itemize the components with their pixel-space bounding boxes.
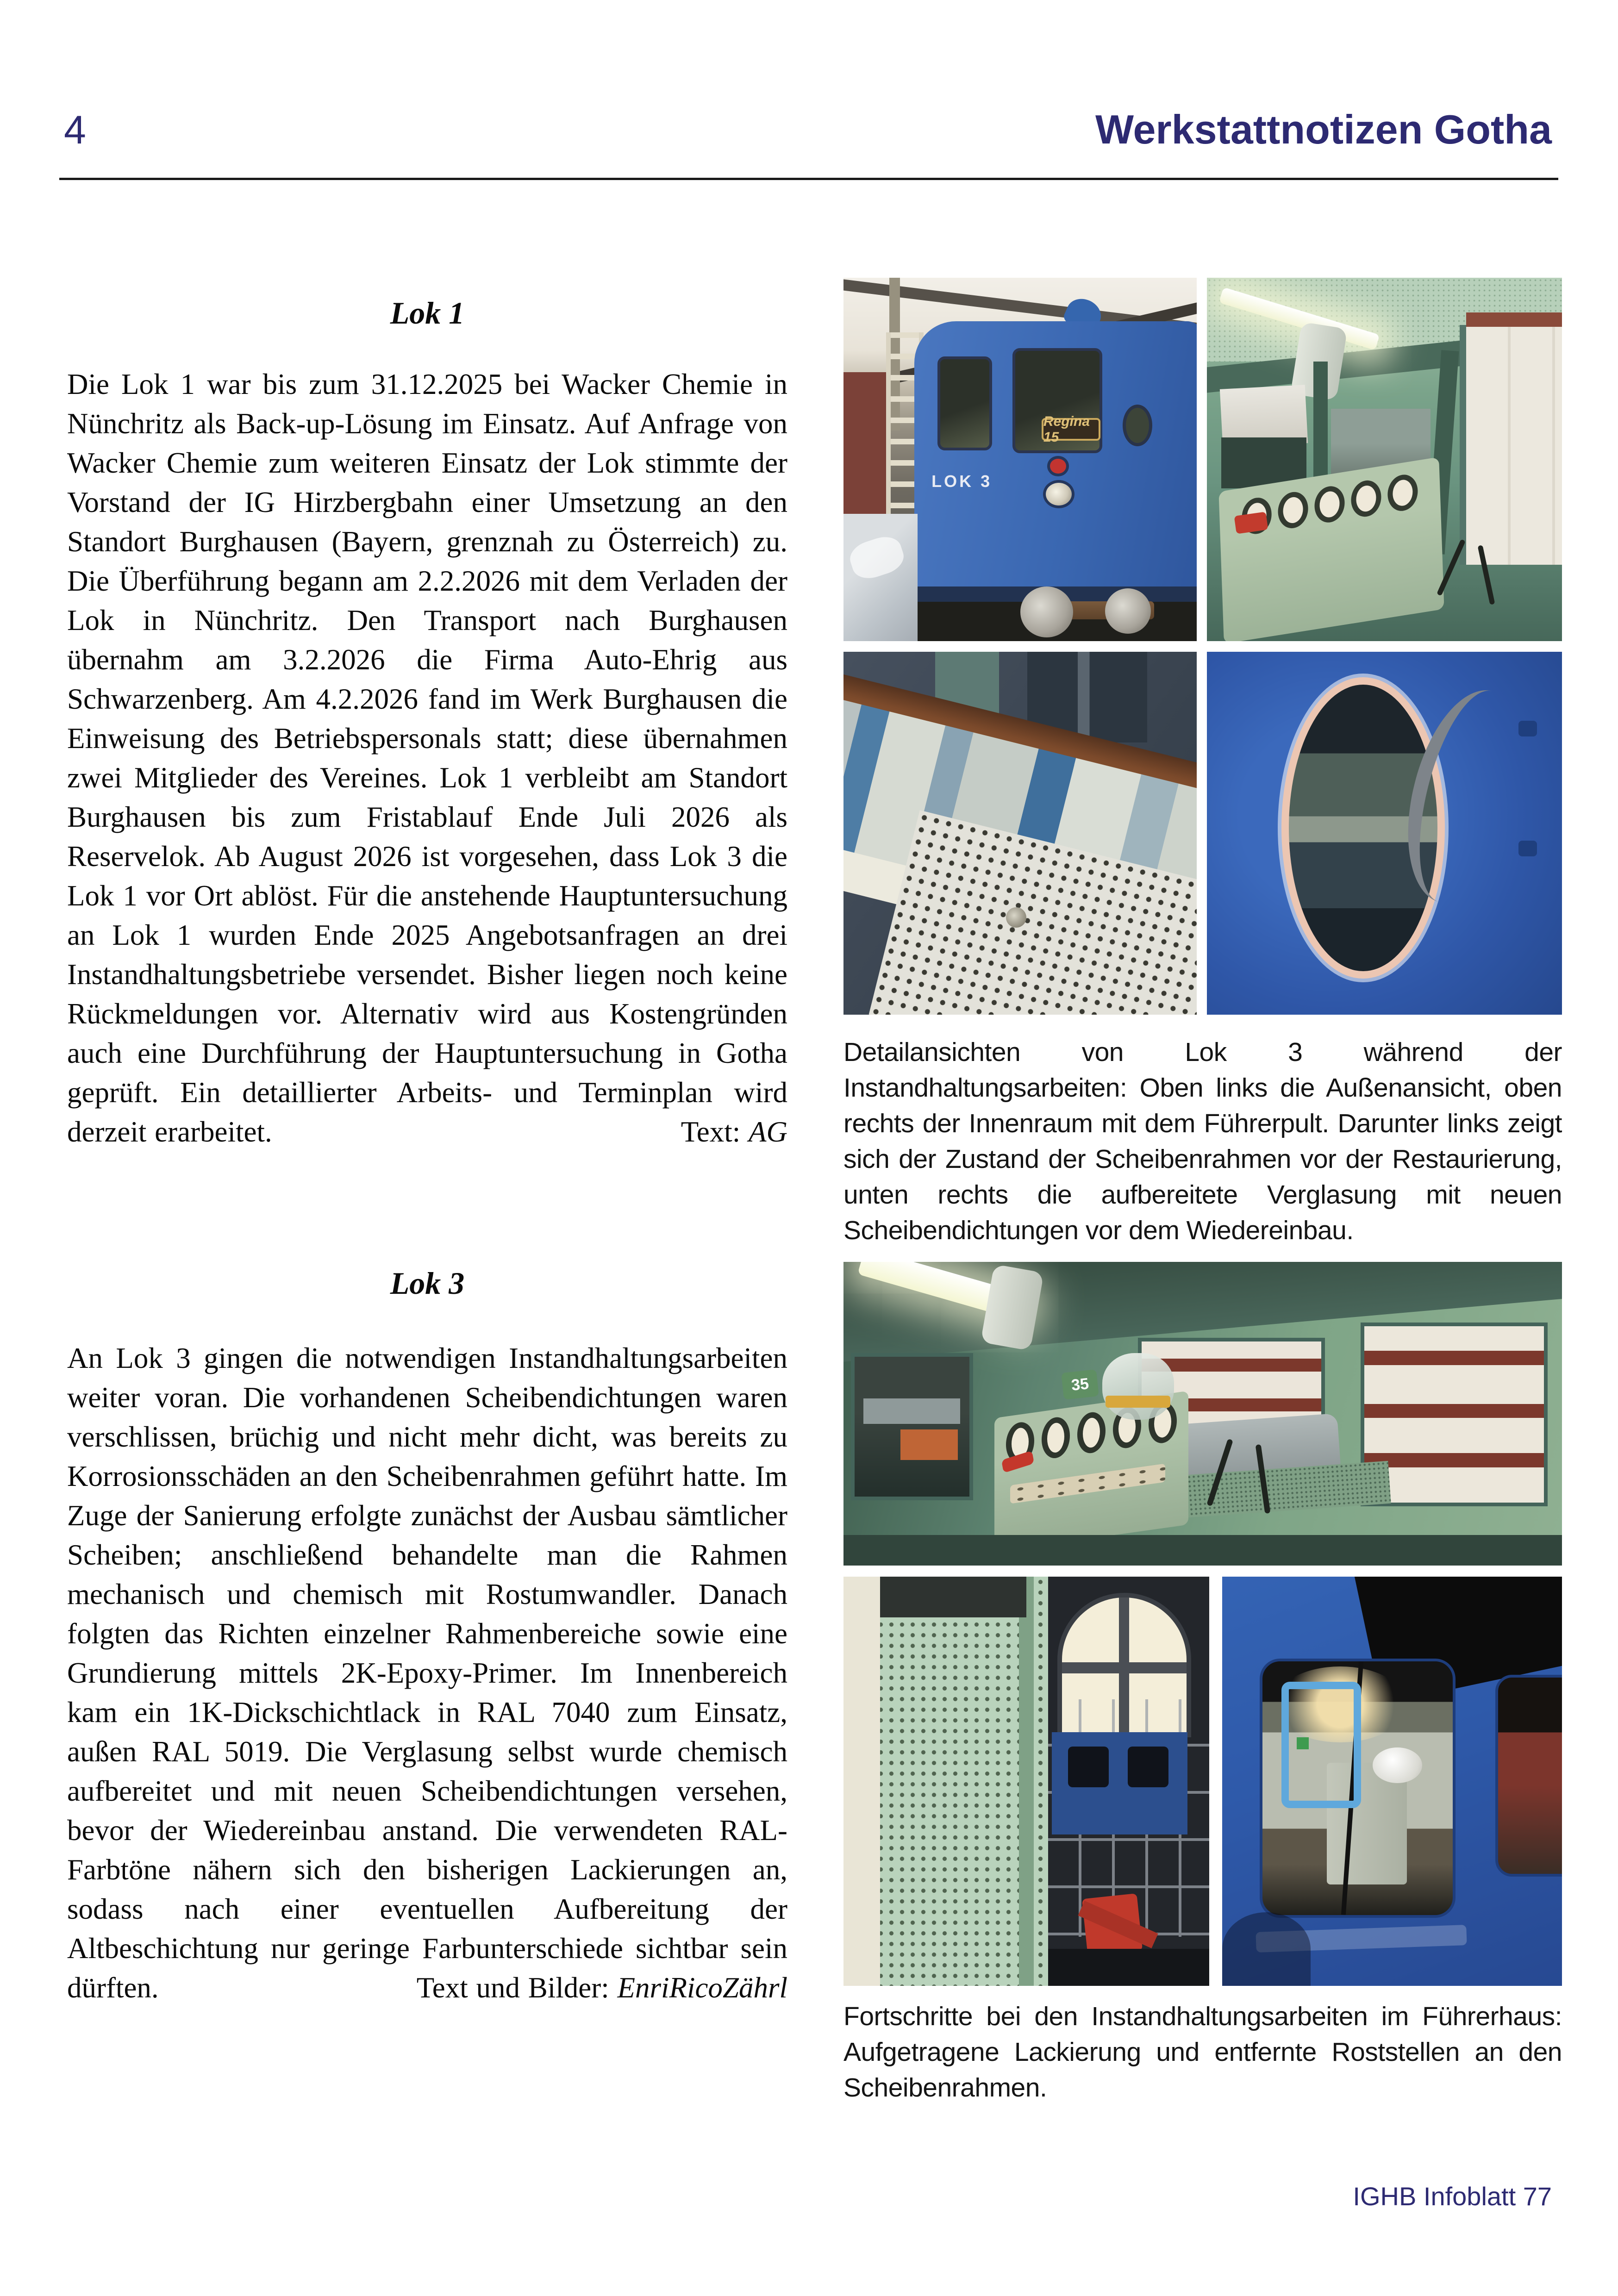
white-helmet xyxy=(1373,1747,1422,1783)
porthole xyxy=(1123,405,1152,446)
loco-cab-body xyxy=(914,321,1197,590)
article-paragraph-lok3 xyxy=(67,1339,787,2008)
gauge xyxy=(1350,478,1382,519)
credit-lok1 xyxy=(681,1112,787,1152)
switch-board xyxy=(1010,1464,1165,1504)
window-left xyxy=(851,1353,973,1500)
headlight xyxy=(1043,480,1075,508)
wheel-shadow xyxy=(1222,1912,1311,1986)
window-cutout-large xyxy=(1260,1659,1456,1918)
photo-cab-wide xyxy=(843,1262,1562,1566)
wall-panels xyxy=(1460,325,1562,565)
plastic-bag-band xyxy=(1106,1396,1170,1408)
credit-author: EnriRicoZährl xyxy=(617,1972,787,2004)
photo-grid-caption: Detailansichten von Lok 3 während der Instandhaltungsarbeiten: Oben links die Außenansicht, oben rechts der Innenraum mit dem Führerpult. Darunter links zeigt sich der Zustand der Scheibenrahmen vor der Restaurierung, unten rechts die aufbereitete Verglasung mit neuen Scheibendichtungen vor dem Wiedereinbau. xyxy=(843,1037,1562,1245)
shadow-corner xyxy=(880,1577,1026,1617)
screw-head xyxy=(1006,907,1026,928)
paragraph-text: An Lok 3 gingen die notwendigen Instandhaltungsarbeiten weiter voran. Die vorhandenen Scheibendichtungen waren verschlissen, brüchig und nicht mehr dicht, was bereits zu Korrosionsschäden an den Scheibenrahmen geführt hatte. Im Zuge der Sanierung erfolgte zunächst der Ausbau sämtlicher Scheiben; anschließend behandelte man die Rahmen mechanisch und chemisch mit Rostumwandler. Danach folgten das Richten einzelner Rahmenbereiche sowie eine Grundierung mittels 2K-Epoxy-Primer. Im Innenbereich kam ein 1K-Dickschichtlack in RAL 7040 zum Einsatz, außen RAL 5019. Die Verglasung selbst wurde chemisch aufbereitet und mit neuen Scheibendichtungen versehen, bevor der Wiedereinbau anstand. Die verwendeten RAL-Farbtöne nähern sich den bisherigen Lackierungen an, sodass nach einer eventuellen Aufbereitung der Altbeschichtung nur geringe Farbunterschiede sichtbar sein dürften. xyxy=(67,1342,787,2004)
credit-label: Text: xyxy=(681,1116,741,1148)
section-heading-lok1: Lok 1 xyxy=(390,295,465,331)
loco-window xyxy=(1068,1747,1109,1787)
wall-stripe xyxy=(1364,1404,1544,1418)
blue-loco-in-hall xyxy=(1052,1732,1187,1834)
loco-window xyxy=(1128,1747,1168,1787)
wall-stripe xyxy=(1364,1453,1544,1467)
paragraph-text: Die Lok 1 war bis zum 31.12.2025 bei Wacker Chemie in Nünchritz als Back-up-Lösung im Einsatz. Auf Anfrage von Wacker Chemie zum weiteren Einsatz der Lok stimmte der Vorstand der IG Hirzbergbahn einer Umsetzung an den Standort Burghausen (Bayern, grenznah zu Österreich) zu. Die Überführung begann am 2.2.2026 mit dem Verladen der Lok in Nünchritz. Den Transport nach Burghausen übernahm am 3.2.2026 die Firma Auto-Ehrig aus Schwarzenberg. Am 4.2.2026 fand im Werk Burghausen die Einweisung des Betriebspersonals statt; diese übernahmen zwei Mitglieder des Vereines. Lok 1 verbleibt am Standort Burghausen bis zum Fristablauf Ende Juli 2026 als Reservelok. Ab August 2026 ist vorgesehen, dass Lok 3 die Lok 1 vor Ort ablöst. Für die anstehende Hauptuntersuchung an Lok 1 wurden Ende 2025 Angebotsanfragen an drei Instandhaltungsbetriebe versendet. Bisher liegen noch keine Rückmeldungen vor. Alternativ wird aus Kostengründen auch eine Durchführung der Hauptuntersuchung in Gotha geprüft. Ein detaillierter Arbeits- und Terminplan wird derzeit erarbeitet. xyxy=(67,368,787,1148)
lok3-lettering: LOK 3 xyxy=(931,472,993,491)
header-rule xyxy=(59,178,1558,180)
pillar-edge xyxy=(843,1577,880,1986)
wall-stripe xyxy=(1364,1351,1544,1365)
page-footer: IGHB Infoblatt 77 xyxy=(1353,2182,1552,2211)
cab-floor xyxy=(843,1535,1562,1566)
plate-text: Regina 15 xyxy=(1043,413,1090,445)
window-mullion xyxy=(1062,1662,1187,1673)
orange-vehicle-view xyxy=(900,1429,958,1460)
wrapped-part xyxy=(843,514,918,641)
photo-cab-wall-windows xyxy=(1222,1577,1562,1986)
gauge xyxy=(1277,490,1309,530)
bottom-photo-caption: Fortschritte bei den Instandhaltungsarbeiten im Führerhaus: Aufgetragene Lackierung und entfernte Roststellen an den Scheibenrahmen. xyxy=(843,2002,1562,2103)
photo-painted-panel xyxy=(843,1577,1209,1986)
gauge xyxy=(1387,473,1418,513)
gauge xyxy=(1077,1410,1106,1455)
loco-roof-view xyxy=(863,1398,960,1423)
driver-desk xyxy=(994,1391,1188,1552)
cab-window-opening xyxy=(937,356,992,451)
buffer xyxy=(1020,586,1073,637)
blue-tape-frame xyxy=(1281,1682,1361,1808)
photo-cab-interior xyxy=(1207,278,1562,641)
plastic-bag xyxy=(1102,1353,1174,1420)
photo-lok3-exterior xyxy=(843,278,1197,641)
page-number: 4 xyxy=(64,108,86,152)
window-cutout-narrow xyxy=(1495,1675,1562,1877)
photo-window-frame-before xyxy=(843,652,1197,1015)
bolt xyxy=(1518,841,1537,856)
page-header-title: Werkstattnotizen Gotha xyxy=(1095,106,1552,152)
section-heading-lok3: Lok 3 xyxy=(390,1266,465,1301)
photo-glazing-after xyxy=(1207,652,1562,1015)
regina-name-plate xyxy=(1042,413,1100,445)
hall-floor xyxy=(1048,1949,1209,1986)
gauge xyxy=(1314,484,1345,525)
marker-lamp xyxy=(1047,456,1068,476)
number-sign: 35 xyxy=(1062,1369,1099,1400)
buffer xyxy=(1105,588,1151,634)
wall-stripe xyxy=(1466,312,1562,327)
credit-author: AG xyxy=(749,1116,787,1148)
credit-label: Text und Bilder: xyxy=(416,1972,609,2004)
credit-lok3 xyxy=(417,1968,787,2008)
gauge-cluster xyxy=(1241,473,1419,546)
article-paragraph-lok1 xyxy=(67,365,787,1152)
gauge xyxy=(1042,1416,1070,1460)
frame-line xyxy=(1019,1577,1034,1986)
